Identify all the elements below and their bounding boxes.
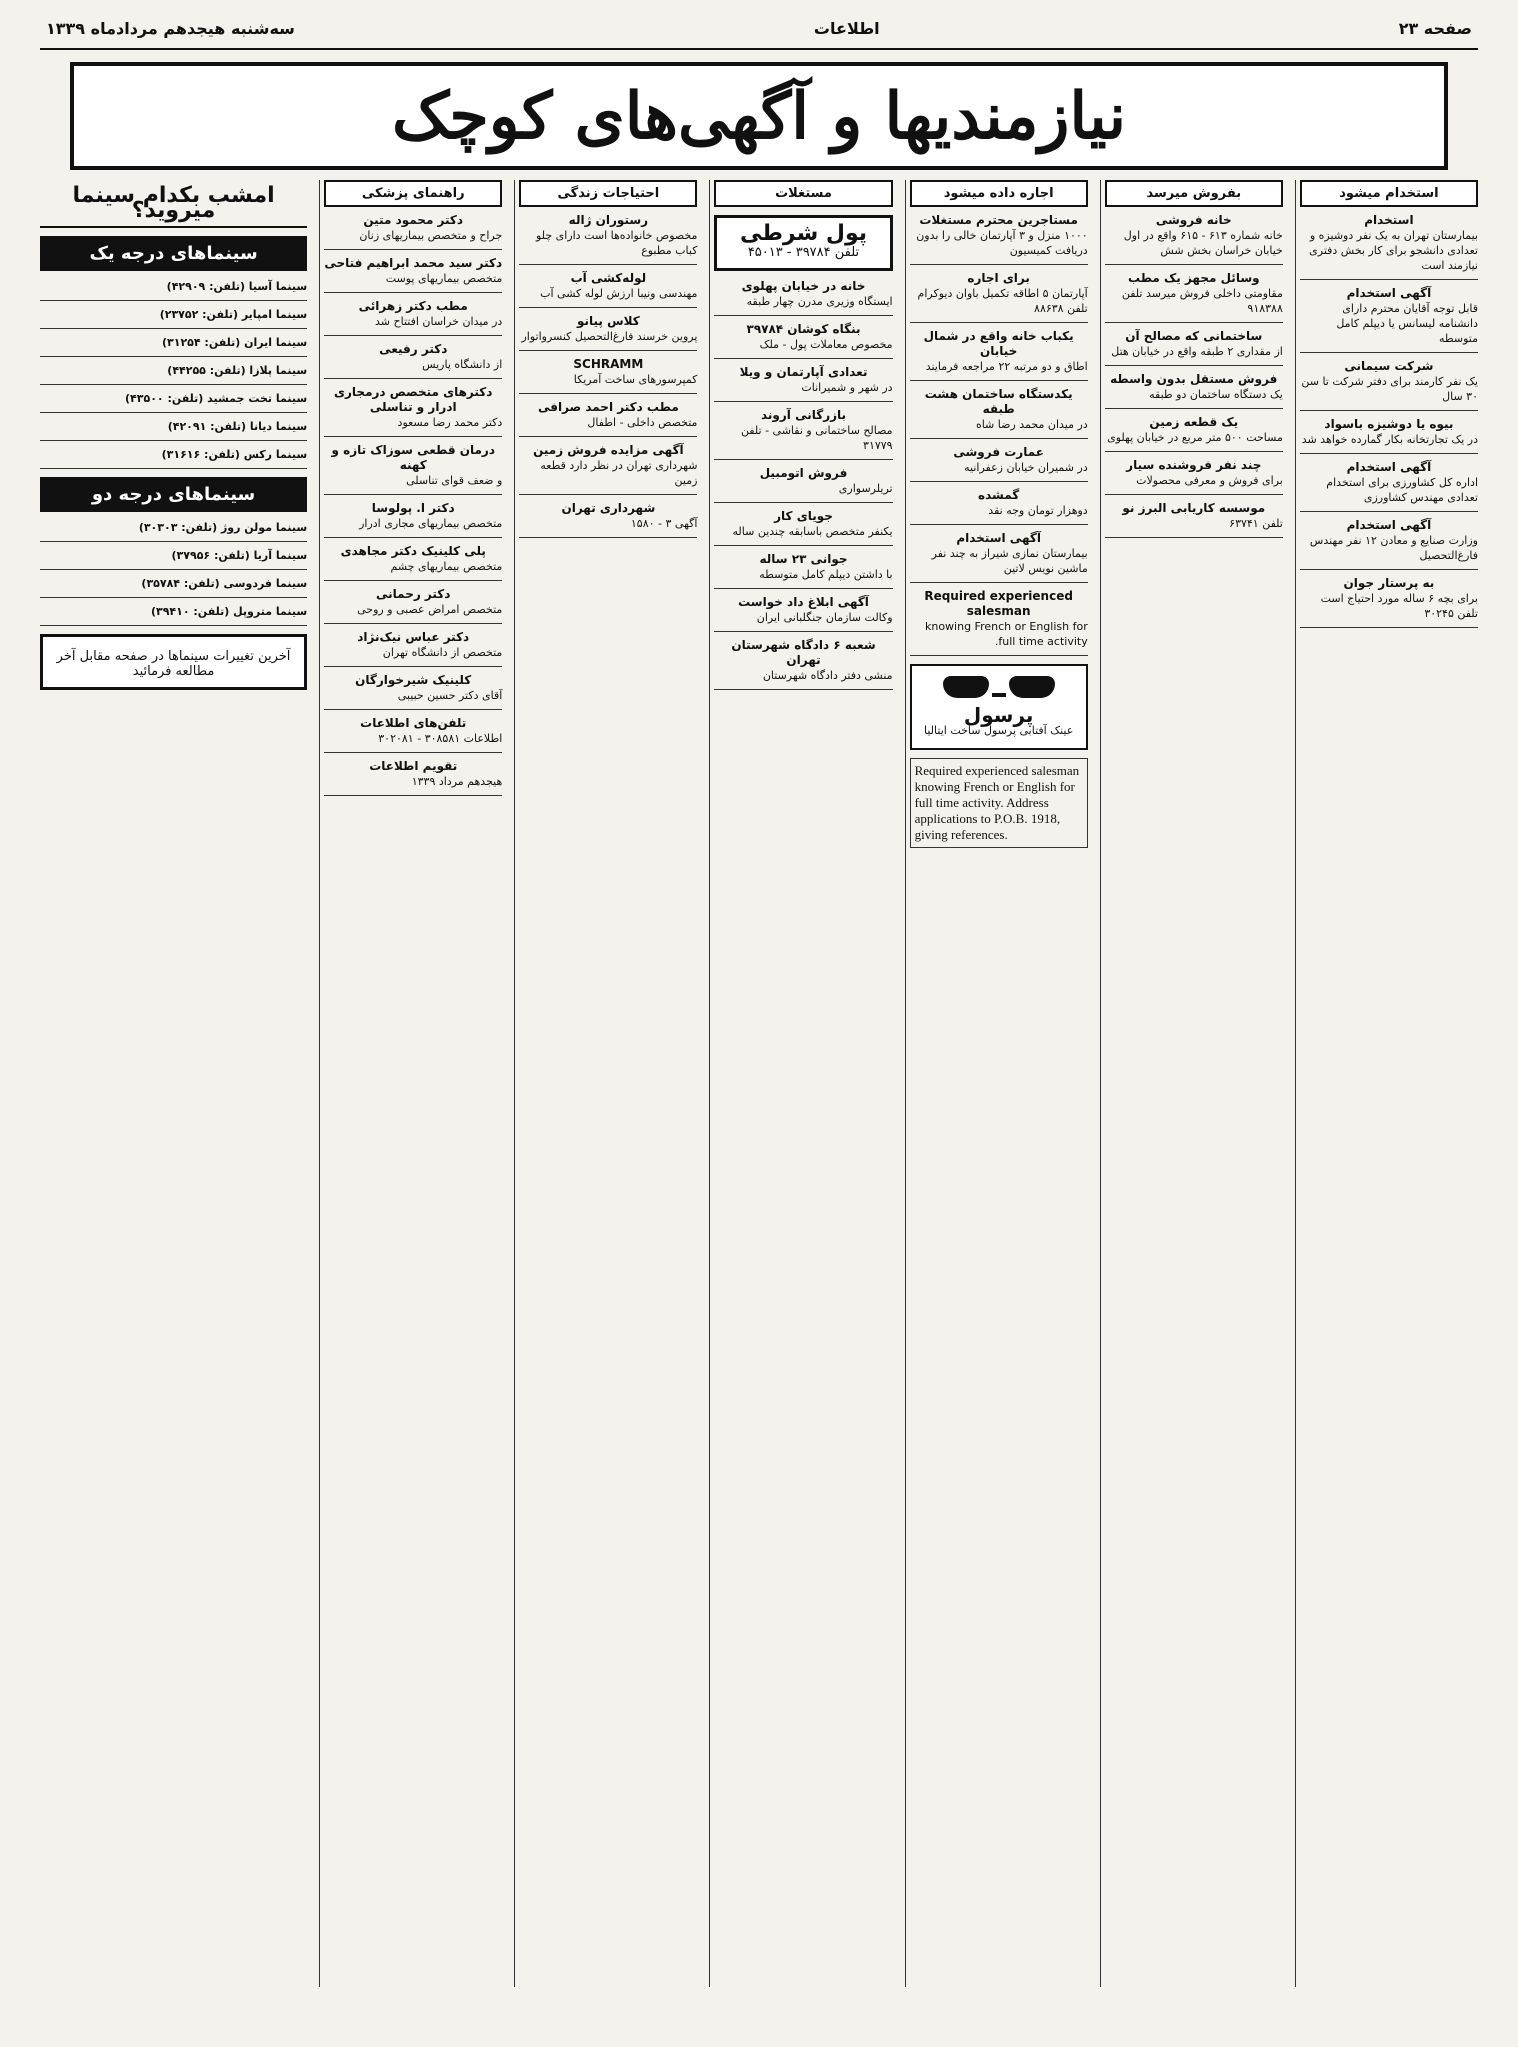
classified-ad	[1105, 501, 1283, 538]
column-medical	[319, 180, 506, 1987]
cinema-listing: سینما پلازا (تلفن: ۴۴۲۵۵)	[167, 364, 308, 377]
ad-divider	[910, 582, 1088, 583]
classified-ad	[1300, 460, 1478, 512]
ad-title: ساختمانی که مصالح آن	[1125, 329, 1263, 343]
column-employment	[1295, 180, 1482, 1987]
ad-list	[519, 213, 697, 538]
classified-ad	[324, 256, 502, 293]
ad-body: یک نفر کارمند برای دفتر شرکت تا سن ۳۰ سال	[1301, 375, 1478, 403]
classified-ad	[324, 342, 502, 379]
classified-ad	[714, 279, 892, 316]
ad-body: متخصص داخلی - اطفال	[587, 416, 698, 429]
ad-title: گمشده	[978, 488, 1020, 502]
ad-body: knowing French or English for full time activity.	[924, 620, 1088, 648]
cinema-list	[40, 279, 307, 469]
ad-divider	[324, 666, 502, 667]
ad-divider	[324, 537, 502, 538]
glasses-sub: عینک آفتابی پرسول ساخت ایتالیا	[924, 724, 1074, 737]
classified-ad	[910, 589, 1088, 656]
ad-body: خانه شماره ۶۱۳ - ۶۱۵ واقع در اول خیابان خراسان بخش شش	[1123, 229, 1283, 257]
ad-title: تلفن‌های اطلاعات	[360, 716, 467, 730]
cinema-listing: سینما آریا (تلفن: ۳۷۹۵۶)	[171, 549, 308, 562]
classified-ad	[519, 357, 697, 394]
ad-title: جویای کار	[774, 509, 833, 523]
ad-divider	[519, 494, 697, 495]
ad-divider	[1105, 451, 1283, 452]
cinema-divider	[40, 440, 307, 441]
ad-divider	[1105, 494, 1283, 495]
classified-ad	[714, 509, 892, 546]
classified-ad	[714, 365, 892, 402]
classified-ad	[910, 387, 1088, 439]
ad-divider	[1105, 365, 1283, 366]
ad-title: دکتر ا. پولوسا	[371, 501, 455, 515]
ad-title: جوانی ۲۳ ساله	[759, 552, 848, 566]
classified-ad	[519, 443, 697, 495]
page-date: سه‌شنبه هیجدهم مرداد‌ماه ۱۳۳۹	[46, 18, 295, 38]
ad-body: متخصص بیماریهای چشم	[390, 560, 503, 573]
money-ad-title: پول شرطی	[739, 221, 868, 246]
ad-divider	[714, 689, 892, 690]
classified-ad	[1105, 415, 1283, 452]
ad-divider	[1300, 627, 1478, 628]
ad-divider	[324, 292, 502, 293]
ad-divider	[910, 322, 1088, 323]
ad-divider	[324, 436, 502, 437]
ad-title: وسائل مجهز یک مطب	[1127, 271, 1260, 285]
ad-title: مطب دکتر زهرائی	[358, 299, 468, 313]
ad-list	[910, 213, 1088, 656]
ad-divider	[714, 588, 892, 589]
column-cinemas	[36, 180, 311, 1987]
ad-divider	[519, 264, 697, 265]
ad-title: تعدادی آپارتمان و ویلا	[739, 365, 868, 379]
classified-ad	[1105, 458, 1283, 495]
ad-divider	[1105, 322, 1283, 323]
classified-ad	[714, 595, 892, 632]
ad-divider	[714, 545, 892, 546]
ad-divider	[519, 350, 697, 351]
cinema-divider	[40, 356, 307, 357]
classified-ad	[324, 385, 502, 437]
ad-body: مقاومتی داخلی فروش میرسد تلفن ۹۱۸۳۸۸	[1121, 287, 1283, 315]
ad-body: اطلاعات ۳۰۸۵۸۱ - ۳۰۲۰۸۱	[378, 732, 503, 745]
ad-divider	[910, 380, 1088, 381]
ad-title: موسسه کاریابی البرز نو	[1122, 501, 1266, 515]
ad-divider	[910, 264, 1088, 265]
column-head: راهنمای پزشکی	[324, 180, 502, 207]
cinema-list	[40, 520, 307, 626]
classified-ad	[910, 445, 1088, 482]
ad-body: شهرداری تهران در نظر دارد قطعه زمین	[540, 459, 698, 487]
ad-body: برای فروش و معرفی محصولات	[1136, 474, 1283, 487]
cinema-divider	[40, 569, 307, 570]
sunglasses-ad	[910, 664, 1088, 750]
columns	[36, 180, 1482, 1987]
classified-ad	[519, 501, 697, 538]
ad-body: یکنفر متخصص باسابقه چندین ساله	[732, 525, 893, 538]
ad-title: مستاجرین محترم مستغلات	[919, 213, 1078, 227]
ad-body: یک دستگاه ساختمان دو طبقه	[1149, 388, 1283, 401]
ad-body: ۱۰۰۰ منزل و ۳ آپارتمان خالی را بدون دریافت کمیسیون	[916, 229, 1088, 257]
ad-body: وزارت صنایع و معادن ۱۲ نفر مهندس فارغ‌التحصیل	[1309, 534, 1478, 562]
classified-ad	[519, 213, 697, 265]
ad-body: متخصص بیماریهای پوست	[385, 272, 503, 285]
classified-ad	[519, 400, 697, 437]
ad-body: ایستگاه وزیری مدرن چهار طبقه	[746, 295, 893, 308]
cinema-listing: سینما فردوسی (تلفن: ۳۵۷۸۴)	[141, 577, 308, 590]
ad-title: دکتر رفیعی	[379, 342, 448, 356]
classified-ad	[324, 716, 502, 753]
ad-body: اطاق و دو مرتبه ۲۲ مراجعه فرمایند	[925, 360, 1088, 373]
classified-ad	[714, 466, 892, 503]
ad-divider	[910, 524, 1088, 525]
ad-body: قابل توجه آقایان محترم دارای دانشنامه لیسانس یا دیپلم کامل متوسطه	[1336, 302, 1478, 345]
ad-body: آقای دکتر حسین حبیبی	[397, 689, 503, 702]
ad-body: اداره کل کشاورزی برای استخدام تعدادی مهندس کشاورزی	[1326, 476, 1478, 504]
ad-divider	[1300, 279, 1478, 280]
classified-ad	[1300, 286, 1478, 353]
cinema-listing: سینما آسیا (تلفن: ۴۲۹۰۹)	[166, 280, 308, 293]
sunglasses-icon	[922, 676, 1076, 702]
cinema-listing: سینما امپایر (تلفن: ۲۳۷۵۲)	[159, 308, 308, 321]
ad-divider	[519, 307, 697, 308]
ad-divider	[519, 436, 697, 437]
ad-title: آگهی استخدام	[1346, 286, 1432, 300]
ad-title: یکدستگاه ساختمان هشت طبقه	[924, 387, 1073, 416]
ad-body: در یک تجارتخانه بکار گمارده خواهد شد	[1301, 433, 1478, 446]
ad-divider	[714, 502, 892, 503]
classified-ad	[1105, 213, 1283, 265]
ad-title: آگهی استخدام	[1346, 518, 1432, 532]
paper-name: اطلاعات	[813, 18, 880, 38]
classified-ad	[1105, 372, 1283, 409]
ad-body: جراح و متخصص بیماریهای زنان	[359, 229, 503, 242]
ad-divider	[324, 580, 502, 581]
ad-divider	[324, 623, 502, 624]
ad-divider	[1300, 352, 1478, 353]
ad-body: با داشتن دیپلم کامل متوسطه	[759, 568, 893, 581]
ad-title: پلی کلینیک دکتر مجاهدی	[340, 544, 486, 558]
ad-title: خانه فروشی	[1155, 213, 1232, 227]
money-ad-box	[714, 215, 892, 271]
ad-body: تلفن ۶۳۷۴۱	[1229, 517, 1283, 530]
ad-title: آگهی مزایده فروش زمین	[533, 443, 684, 457]
cinema-divider	[40, 412, 307, 413]
ad-title: فروش اتومبیل	[759, 466, 848, 480]
ad-title: درمان قطعی سوزاک تازه و کهنه	[331, 443, 495, 472]
ad-title: کلینیک شیرخوارگان	[355, 673, 472, 687]
classified-ad	[714, 408, 892, 460]
cinema-divider	[40, 468, 307, 469]
ad-divider	[910, 481, 1088, 482]
ad-divider	[324, 249, 502, 250]
ad-body: برای بچه ۶ ساله مورد احتیاج است تلفن ۳۰۲۴۵	[1320, 592, 1478, 620]
masthead-title: نیازمندیها و آگهی‌های کوچک	[391, 78, 1127, 154]
glasses-brand: پرسول	[963, 703, 1034, 727]
column-life-needs	[514, 180, 701, 1987]
column-head: احتیاجات زندگی	[519, 180, 697, 207]
ad-body: متخصص از دانشگاه تهران	[382, 646, 503, 659]
classified-ad	[324, 673, 502, 710]
ad-title: دکتر سید محمد ابراهیم فتاحی	[324, 256, 503, 270]
ad-body: از مقداری ۲ طبقه واقع در خیابان هتل	[1111, 345, 1283, 358]
classified-ad	[324, 443, 502, 495]
classified-ad	[519, 314, 697, 351]
ad-divider	[1105, 537, 1283, 538]
ad-body: آگهی ۳ - ۱۵۸۰	[630, 517, 698, 530]
classified-ad	[910, 271, 1088, 323]
ad-list	[1300, 213, 1478, 628]
ad-body: در شمیران خیابان زعفرانیه	[964, 461, 1088, 474]
ad-divider	[714, 315, 892, 316]
classified-ad	[910, 531, 1088, 583]
page-header	[40, 8, 1478, 50]
cinema-divider	[40, 625, 307, 626]
ad-body: متخصص بیماریهای مجاری ادرار	[359, 517, 503, 530]
column-for-rent	[905, 180, 1092, 1987]
cinema-listing: سینما دیانا (تلفن: ۴۲۰۹۱)	[167, 420, 308, 433]
ad-divider	[1300, 569, 1478, 570]
ad-title: دکترهای متخصص درمجاری ادرار و تناسلی	[334, 385, 493, 414]
ad-title: کلاس پیانو	[576, 314, 640, 328]
ad-title: دکتر رحمانی	[376, 587, 451, 601]
ad-title: چند نفر فروشنده سیار	[1126, 458, 1262, 472]
ad-body: در میدان خراسان افتتاح شد	[375, 315, 503, 328]
ad-divider	[714, 358, 892, 359]
classified-ad	[714, 638, 892, 690]
classified-ad	[1300, 213, 1478, 280]
ad-body: منشی دفتر دادگاه شهرستان	[762, 669, 893, 682]
ad-divider	[324, 378, 502, 379]
classified-ad	[324, 501, 502, 538]
ad-title: لوله‌کشی آب	[570, 271, 647, 285]
cinema-divider	[40, 597, 307, 598]
english-ad: Required experienced salesman knowing French or English for full time activity. Address applications to P.O.B. 1918, giving references.	[910, 758, 1088, 848]
ad-body: در شهر و شمیرانات	[801, 381, 893, 394]
classified-ad	[519, 271, 697, 308]
ad-divider	[324, 709, 502, 710]
column-real-estate	[709, 180, 896, 1987]
cinema-listing: سینما مولن روژ (تلفن: ۳۰۳۰۳)	[138, 521, 308, 534]
cinema-footer: آخرین تغییرات سینماها در صفحه مقابل آخر مطالعه فرمائید	[56, 649, 291, 679]
classified-ad	[910, 329, 1088, 381]
ad-title: شرکت سیمانی	[1344, 359, 1434, 373]
classified-ad	[324, 630, 502, 667]
ad-body: در میدان محمد رضا شاه	[975, 418, 1088, 431]
classified-ad	[1105, 329, 1283, 366]
ad-divider	[324, 494, 502, 495]
ad-body: مصالح ساختمانی و نقاشی - تلفن ۳۱۷۷۹	[740, 424, 893, 452]
ad-title: شعبه ۶ دادگاه شهرستان تهران	[731, 638, 876, 667]
ad-title: آگهی استخدام	[1346, 460, 1432, 474]
classified-ad	[1105, 271, 1283, 323]
classified-ad	[1300, 518, 1478, 570]
ad-title: Required experienced salesman	[924, 589, 1073, 618]
cinema-banner-second-class: سینماهای درجه دو	[40, 477, 307, 512]
ad-body: بیمارستان نمازی شیراز به چند نفر ماشین نویس لاتین	[931, 547, 1088, 575]
ad-list	[1105, 213, 1283, 538]
column-head: اجاره داده میشود	[910, 180, 1088, 207]
ad-list	[714, 279, 892, 690]
cinema-listing: سینما تخت جمشید (تلفن: ۴۳۵۰۰)	[125, 392, 308, 405]
ad-divider	[714, 459, 892, 460]
ad-divider	[910, 438, 1088, 439]
ad-body: کمپرسورهای ساخت آمریکا	[573, 373, 698, 386]
classified-ad	[324, 213, 502, 250]
ad-title: برای اجاره	[967, 271, 1030, 285]
ad-body: مهندسی ونیبا ارزش لوله کشی آب	[540, 287, 698, 300]
ad-title: یکباب خانه واقع در شمال خیابان	[923, 329, 1074, 358]
ad-title: شهرداری تهران	[561, 501, 656, 515]
classified-ad	[714, 322, 892, 359]
page-number: صفحه ۲۳	[1398, 18, 1472, 38]
ad-title: بیوه یا دوشیزه باسواد	[1324, 417, 1454, 431]
ad-title: رستوران ژاله	[568, 213, 649, 227]
ad-body: مساحت ۵۰۰ متر مربع در خیابان پهلوی	[1107, 431, 1283, 444]
column-head: مستغلات	[714, 180, 892, 207]
money-ad-phone: تلفن ۳۹۷۸۴ - ۴۵۰۱۳	[747, 245, 860, 260]
ad-body: آپارتمان ۵ اطاقه تکمیل باوان دیوکرام تلفن ۸۸۶۳۸	[917, 287, 1088, 315]
ad-title: به پرستار جوان	[1343, 576, 1435, 590]
ad-title: خانه در خیابان پهلوی	[741, 279, 866, 293]
ad-title: بازرگانی آروند	[760, 408, 847, 422]
classified-ad	[324, 544, 502, 581]
ad-divider	[324, 335, 502, 336]
ad-divider	[714, 401, 892, 402]
ad-title: استخدام	[1364, 213, 1414, 227]
ad-body: و ضعف قوای تناسلی	[406, 474, 503, 487]
ad-body: پروین خرسند فارغ‌التحصیل کنسرواتوار	[521, 330, 698, 343]
ad-title: SCHRAMM	[573, 357, 644, 371]
cinema-divider	[40, 300, 307, 301]
ad-divider	[1300, 453, 1478, 454]
ad-title: مطب دکتر احمد صرافی	[537, 400, 679, 414]
ad-body: مخصوص خانواده‌ها است دارای چلو کباب مطبوع	[536, 229, 698, 257]
cinema-listing: سینما رکس (تلفن: ۳۱۶۱۶)	[161, 448, 308, 461]
ad-divider	[714, 631, 892, 632]
cinema-listing: سینما متروپل (تلفن: ۳۹۴۱۰)	[150, 605, 308, 618]
cinema-question: امشب بکدام سینما میروید؟	[40, 180, 307, 228]
ad-body: متخصص امراض عصبی و روحی	[357, 603, 503, 616]
ad-title: دکتر محمود متین	[363, 213, 464, 227]
ad-title: یک قطعه زمین	[1149, 415, 1239, 429]
classified-ad	[324, 759, 502, 796]
ad-body: از دانشگاه پاریس	[422, 358, 503, 371]
classified-ad	[1300, 417, 1478, 454]
ad-title: عمارت فروشی	[953, 445, 1044, 459]
ad-body: هیجدهم مرداد ۱۳۳۹	[411, 775, 503, 788]
cinema-divider	[40, 541, 307, 542]
ad-divider	[910, 655, 1088, 656]
column-head: استخدام میشود	[1300, 180, 1478, 207]
ad-divider	[519, 393, 697, 394]
column-head: بفروش میرسد	[1105, 180, 1283, 207]
ad-list	[324, 213, 502, 796]
ad-divider	[1105, 408, 1283, 409]
ad-divider	[1300, 511, 1478, 512]
ad-title: دکتر عباس نیک‌نژاد	[357, 630, 470, 644]
classified-ad	[1300, 359, 1478, 411]
cinema-divider	[40, 384, 307, 385]
ad-title: تقویم اطلاعات	[369, 759, 458, 773]
classified-ad	[1300, 576, 1478, 628]
column-for-sale	[1100, 180, 1287, 1987]
ad-title: بنگاه کوشان ۳۹۷۸۴	[746, 322, 861, 336]
ad-divider	[1105, 264, 1283, 265]
classified-ad	[714, 552, 892, 589]
ad-body: دکتر محمد رضا مسعود	[397, 416, 503, 429]
ad-divider	[519, 537, 697, 538]
ad-divider	[1300, 410, 1478, 411]
classified-ad	[324, 299, 502, 336]
masthead	[70, 62, 1448, 170]
ad-title: فروش مستقل بدون واسطه	[1110, 372, 1278, 386]
cinema-banner-first-class: سینماهای درجه یک	[40, 236, 307, 271]
classified-ad	[324, 587, 502, 624]
ad-title: آگهی ابلاغ داد خواست	[738, 595, 869, 609]
ad-divider	[324, 752, 502, 753]
cinema-footer-box	[40, 634, 307, 690]
ad-body: مخصوص معاملات پول - ملک	[759, 338, 893, 351]
classified-ad	[910, 488, 1088, 525]
ad-divider	[324, 795, 502, 796]
ad-title: آگهی استخدام	[956, 531, 1041, 545]
cinema-listing: سینما ایران (تلفن: ۳۱۲۵۴)	[161, 336, 308, 349]
ad-body: بیمارستان تهران به یک نفر دوشیزه و تعدادی دانشجو برای کار بخش دفتری نیازمند است	[1309, 229, 1478, 272]
ad-body: وکالت سازمان جنگلبانی ایران	[756, 611, 893, 624]
cinema-divider	[40, 328, 307, 329]
classified-ad	[910, 213, 1088, 265]
ad-body: دوهزار تومان وجه نقد	[988, 504, 1088, 517]
ad-body: تریلرسواری	[838, 482, 893, 495]
